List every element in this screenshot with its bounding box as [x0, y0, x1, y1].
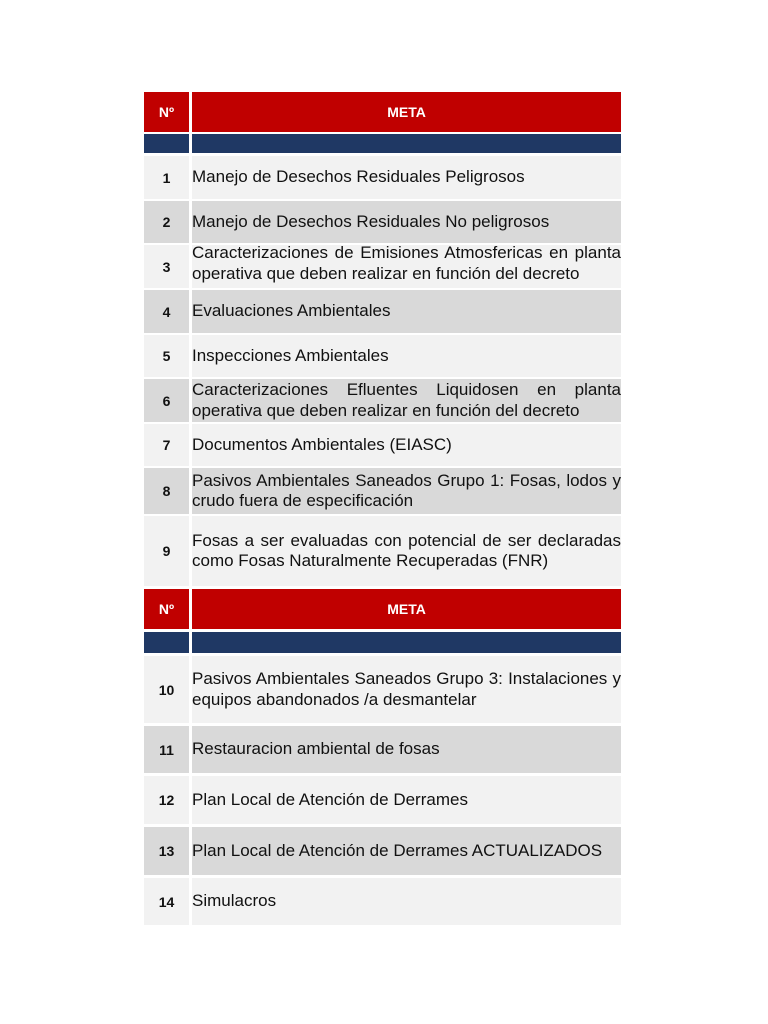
row-meta: Pasivos Ambientales Saneados Grupo 3: Instalaciones y equipos abandonados /a desmantelar [192, 656, 621, 723]
row-number: 8 [144, 468, 189, 514]
row-meta: Caracterizaciones de Emisiones Atmosfericas en planta operativa que deben realizar en función del decreto [192, 245, 621, 288]
header-band [144, 134, 621, 153]
table-row [144, 776, 621, 824]
row-number: 2 [144, 201, 189, 243]
row-number: 12 [144, 776, 189, 824]
table-row [144, 379, 621, 422]
row-number: 13 [144, 827, 189, 875]
table-row [144, 290, 621, 333]
table-row [144, 245, 621, 288]
row-number: 1 [144, 156, 189, 199]
band-meta-cell [192, 134, 621, 153]
row-meta: Simulacros [192, 878, 621, 925]
row-number: 4 [144, 290, 189, 333]
row-meta: Evaluaciones Ambientales [192, 290, 621, 333]
table-row [144, 201, 621, 243]
header-number-cell: Nº [144, 589, 189, 629]
table-header [144, 92, 621, 132]
row-meta: Fosas a ser evaluadas con potencial de ser declaradas como Fosas Naturalmente Recuperadas (FNR) [192, 516, 621, 586]
row-number: 9 [144, 516, 189, 586]
table-row [144, 335, 621, 377]
row-meta: Caracterizaciones Efluentes Liquidosen en planta operativa que deben realizar en función del decreto [192, 379, 621, 422]
row-meta: Restauracion ambiental de fosas [192, 726, 621, 773]
row-number: 3 [144, 245, 189, 288]
row-meta: Inspecciones Ambientales [192, 335, 621, 377]
header-number-cell: Nº [144, 92, 189, 132]
row-number: 5 [144, 335, 189, 377]
table-row [144, 468, 621, 514]
row-number: 11 [144, 726, 189, 773]
row-meta: Pasivos Ambientales Saneados Grupo 1: Fosas, lodos y crudo fuera de especificación [192, 468, 621, 514]
header-meta-cell: META [192, 589, 621, 629]
table-row [144, 827, 621, 875]
table-row [144, 656, 621, 723]
row-meta: Documentos Ambientales (EIASC) [192, 424, 621, 466]
row-number: 14 [144, 878, 189, 925]
table-row [144, 726, 621, 773]
table-row [144, 424, 621, 466]
row-meta: Manejo de Desechos Residuales Peligrosos [192, 156, 621, 199]
row-number: 10 [144, 656, 189, 723]
header-meta-cell: META [192, 92, 621, 132]
band-meta-cell [192, 632, 621, 653]
row-meta: Manejo de Desechos Residuales No peligrosos [192, 201, 621, 243]
table-row [144, 516, 621, 586]
header-band [144, 632, 621, 653]
row-number: 7 [144, 424, 189, 466]
table-row [144, 156, 621, 199]
row-number: 6 [144, 379, 189, 422]
row-meta: Plan Local de Atención de Derrames ACTUALIZADOS [192, 827, 621, 875]
table-row [144, 878, 621, 925]
band-number-cell [144, 632, 189, 653]
table-header [144, 589, 621, 629]
row-meta: Plan Local de Atención de Derrames [192, 776, 621, 824]
band-number-cell [144, 134, 189, 153]
